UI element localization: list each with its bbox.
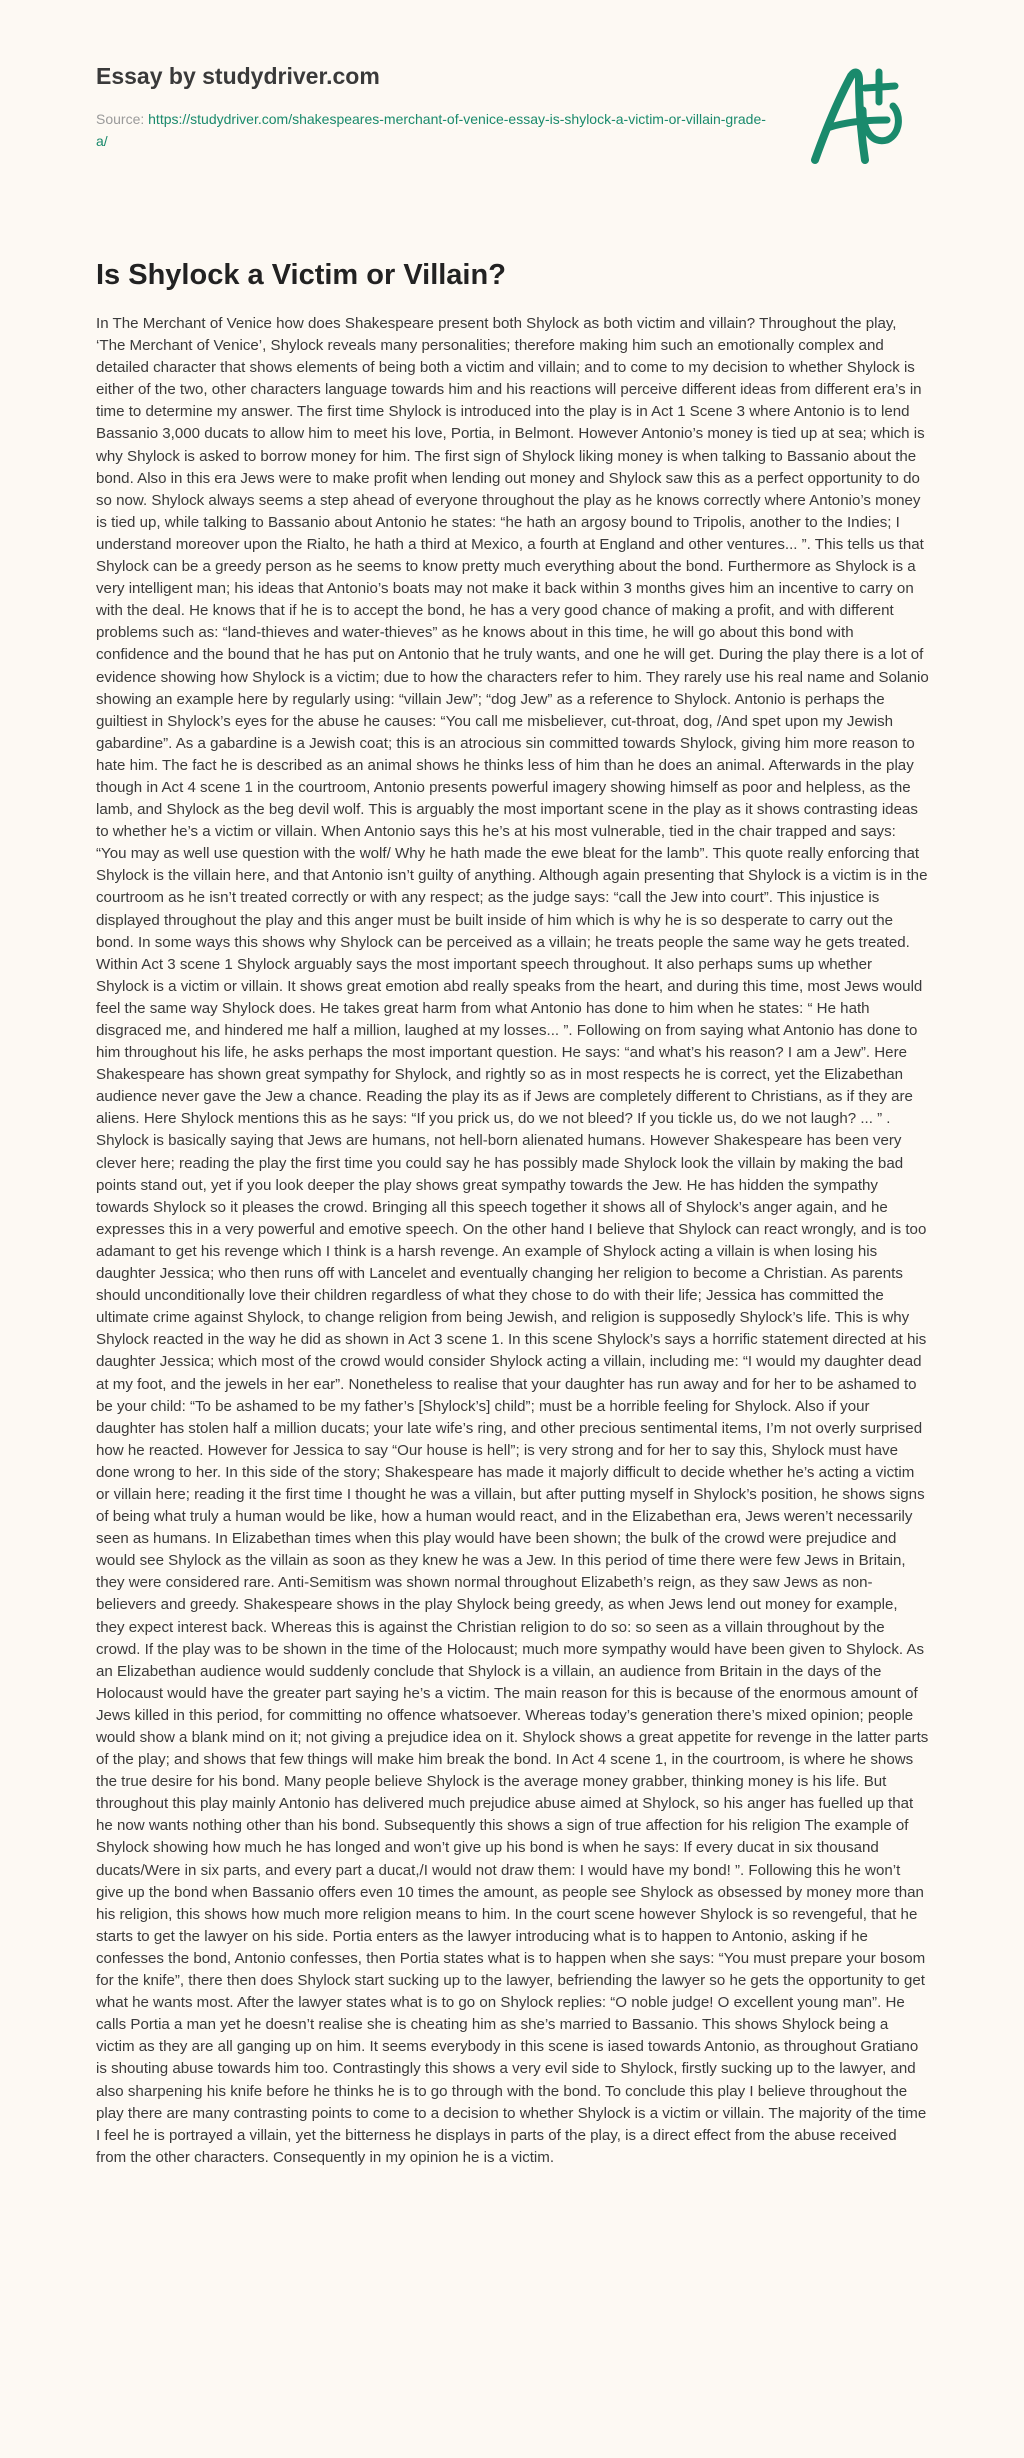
site-title: Essay by studydriver.com <box>96 63 380 89</box>
source-label: Source: <box>96 111 145 127</box>
essay-body: In The Merchant of Venice how does Shakespeare present both Shylock as both victim and villain? Throughout the play, ‘The Merchant of Venice’, Shylock reveals many personalities; therefore making him such an emotionally complex and detailed character that shows elements of being both a victim and villain; and to come to my decision to whether Shylock is either of the two, other characters language towards him and his reactions will perceive different ideas from different era’s in time to determine my answer. The first time Shylock is introduced into the play is in Act 1 Scene 3 where Antonio is to lend Bassanio 3,000 ducats to allow him to meet his love, Portia, in Belmont. However Antonio’s money is tied up at sea; which is why Shylock is asked to borrow money for him. The first sign of Shylock liking money is when talking to Bassanio about the bond. Also in this era Jews were to make profit when lending out money and Shylock saw this as a perfect opportunity to do so now. Shylock always seems a step ahead of everyone throughout the play as he knows correctly where Antonio’s money is tied up, while talking to Bassanio about Antonio he states: “he hath an argosy bound to Tripolis, another to the Indies; I understand moreover upon the Rialto, he hath a third at Mexico, a fourth at England and other ventures... ”. This tells us that Shylock can be a greedy person as he seems to know pretty much everything about the bond. Furthermore as Shylock is a very intelligent man; his ideas that Antonio’s boats may not make it back within 3 months gives him an incentive to carry on with the deal. He knows that if he is to accept the bond, he has a very good chance of making a profit, and with different problems such as: “land-thieves and water-thieves” as he knows about in this time, he will go about this bond with confidence and the bound that he has put on Antonio that he truly wants, and one he will get. During the play there is a lot of evidence showing how Shylock is a victim; due to how the characters refer to him. They rarely use his real name and Solanio showing an example here by regularly using: “villain Jew”; “dog Jew” as a reference to Shylock. Antonio is perhaps the guiltiest in Shylock’s eyes for the abuse he causes: “You call me misbeliever, cut-throat, dog, /And spet upon my Jewish gabardine”. As a gabardine is a Jewish coat; this is an atrocious sin committed towards Shylock, giving him more reason to hate him. The fact he is described as an animal shows he thinks less of him than he does an animal. Afterwards in the play though in Act 4 scene 1 in the courtroom, Antonio presents powerful imagery showing himself as poor and helpless, as the lamb, and Shylock as the beg devil wolf. This is arguably the most important scene in the play as it shows contrasting ideas to whether he’s a victim or villain. When Antonio says this he’s at his most vulnerable, tied in the chair trapped and says: “You may as well use question with the wolf/ Why he hath made the ewe bleat for the lamb”. This quote really enforcing that Shylock is the villain here, and that Antonio isn’t guilty of anything. Although again presenting that Shylock is a victim is in the courtroom as he isn’t treated correctly or with any respect; as the judge says: “call the Jew into court”. This injustice is displayed throughout the play and this anger must be built inside of him which is why he is so desperate to carry out the bond. In some ways this shows why Shylock can be perceived as a villain; he treats people the same way he gets treated. Within Act 3 scene 1 Shylock arguably says the most important speech throughout. It also perhaps sums up whether Shylock is a victim or villain. It shows great emotion abd really speaks from the heart, and during this time, most Jews would feel the same way Shylock does. He takes great harm from what Antonio has done to him when he states: “ He hath disgraced me, and hindered me half a million, laughed at my losses... ”. Following on from saying what Antonio has done to him throughout his life, he asks perhaps the most important question. He says: “and what’s his reason? I am a Jew”. Here Shakespeare has shown great sympathy for Shylock, and rightly so as in most respects he is correct, yet the Elizabethan audience never gave the Jew a chance. Reading the play its as if Jews are completely different to Christians, as if they are aliens. Here Shylock mentions this as he says: “If you prick us, do we not bleed? If you tickle us, do we not laugh? ... ” . Shylock is basically saying that Jews are humans, not hell-born alienated humans. However Shakespeare has been very clever here; reading the play the first time you could say he has possibly made Shylock look the villain by making the bad points stand out, yet if you look deeper the play shows great sympathy towards the Jew. He has hidden the sympathy towards Shylock so it pleases the crowd. Bringing all this speech together it shows all of Shylock’s anger again, and he expresses this in a very powerful and emotive speech. On the other hand I believe that Shylock can react wrongly, and is too adamant to get his revenge which I think is a harsh revenge. An example of Shylock acting a villain is when losing his daughter Jessica; who then runs off with Lancelet and eventually changing her religion to become a Christian. As parents should unconditionally love their children regardless of what they chose to do with their life; Jessica has committed the ultimate crime against Shylock, to change religion from being Jewish, and religion is supposedly Shylock’s life. This is why Shylock reacted in the way he did as shown in Act 3 scene 1. In this scene Shylock’s says a horrific statement directed at his daughter Jessica; which most of the crowd would consider Shylock acting a villain, including me: “I would my daughter dead at my foot, and the jewels in her ear”. Nonetheless to realise that your daughter has run away and for her to be ashamed to be your child: “To be ashamed to be my father’s [Shylock’s] child”; must be a horrible feeling for Shylock. Also if your daughter has stolen half a million ducats; your late wife’s ring, and other precious sentimental items, I’m not overly surprised how he reacted. However for Jessica to say “Our house is hell”; is very strong and for her to say this, Shylock must have done wrong to her. In this side of the story; Shakespeare has made it majorly difficult to decide whether he’s acting a victim or villain here; reading it the first time I thought he was a villain, but after putting myself in Shylock’s position, he shows signs of being what truly a human would be like, how a human would react, and in the Elizabethan era, Jews weren’t necessarily seen as humans. In Elizabethan times when this play would have been shown; the bulk of the crowd were prejudice and would see Shylock as the villain as soon as they knew he was a Jew. In this period of time there were few Jews in Britain, they were considered rare. Anti-Semitism was shown normal throughout Elizabeth’s reign, as they saw Jews as non-believers and greedy. Shakespeare shows in the play Shylock being greedy, as when Jews lend out money for example, they expect interest back. Whereas this is against the Christian religion to do so: so seen as a villain throughout by the crowd. If the play was to be shown in the time of the Holocaust; much more sympathy would have been given to Shylock. As an Elizabethan audience would suddenly conclude that Shylock is a villain, an audience from Britain in the days of the Holocaust would have the greater part saying he’s a victim. The main reason for this is because of the enormous amount of Jews killed in this period, for committing no offence whatsoever. Whereas today’s generation there’s mixed opinion; people would show a blank mind on it; not giving a prejudice idea on it. Shylock shows a great appetite for revenge in the latter parts of the play; and shows that few things will make him break the bond. In Act 4 scene 1, in the courtroom, is where he shows the true desire for his bond. Many people believe Shylock is the average money grabber, thinking money is his life. But throughout this play mainly Antonio has delivered much prejudice abuse aimed at Shylock, so his anger has fuelled up that he now wants nothing other than his bond. Subsequently this shows a sign of true affection for his religion The example of Shylock showing how much he has longed and won’t give up his bond is when he says: If every ducat in six thousand ducats/Were in six parts, and every part a ducat,/I would not draw them: I would have my bond! ”. Following this he won’t give up the bond when Bassanio offers even 10 times the amount, as people see Shylock as obsessed by money more than his religion, this shows how much more religion means to him. In the court scene however Shylock is so revengeful, that he starts to get the lawyer on his side. Portia enters as the lawyer introducing what is to happen to Antonio, asking if he confesses the bond, Antonio confesses, then Portia states what is to happen when she says: “You must prepare your bosom for the knife”, there then does Shylock start sucking up to the lawyer, befriending the lawyer so he gets the opportunity to get what he wants most. After the lawyer states what is to go on Shylock replies: “O noble judge! O excellent young man”. He calls Portia a man yet he doesn’t realise she is cheating him as she’s married to Bassanio. This shows Shylock being a victim as they are all ganging up on him. It seems everybody in this scene is iased towards Antonio, as throughout Gratiano is shouting abuse towards him too. Contrastingly this shows a very evil side to Shylock, firstly sucking up to the lawyer, and also sharpening his knife before he thinks he is to go through with the bond. To conclude this play I believe throughout the play there are many contrasting points to come to a decision to whether Shylock is a victim or villain. The majority of the time I feel he is portrayed a villain, yet the bitterness he displays in parts of the play, is a direct effect from the abuse received from the other characters. Consequently in my opinion he is a victim. <box>96 315 929 2166</box>
essay-title: Is Shylock a Victim or Villain? <box>96 259 506 291</box>
page-header <box>96 0 929 230</box>
source-link[interactable]: https://studydriver.com/shakespeares-merchant-of-venice-essay-is-shylock-a-victim-or-villain-grade-a/ <box>96 111 766 149</box>
a-plus-logo-icon <box>801 62 911 172</box>
source-line <box>96 108 776 152</box>
